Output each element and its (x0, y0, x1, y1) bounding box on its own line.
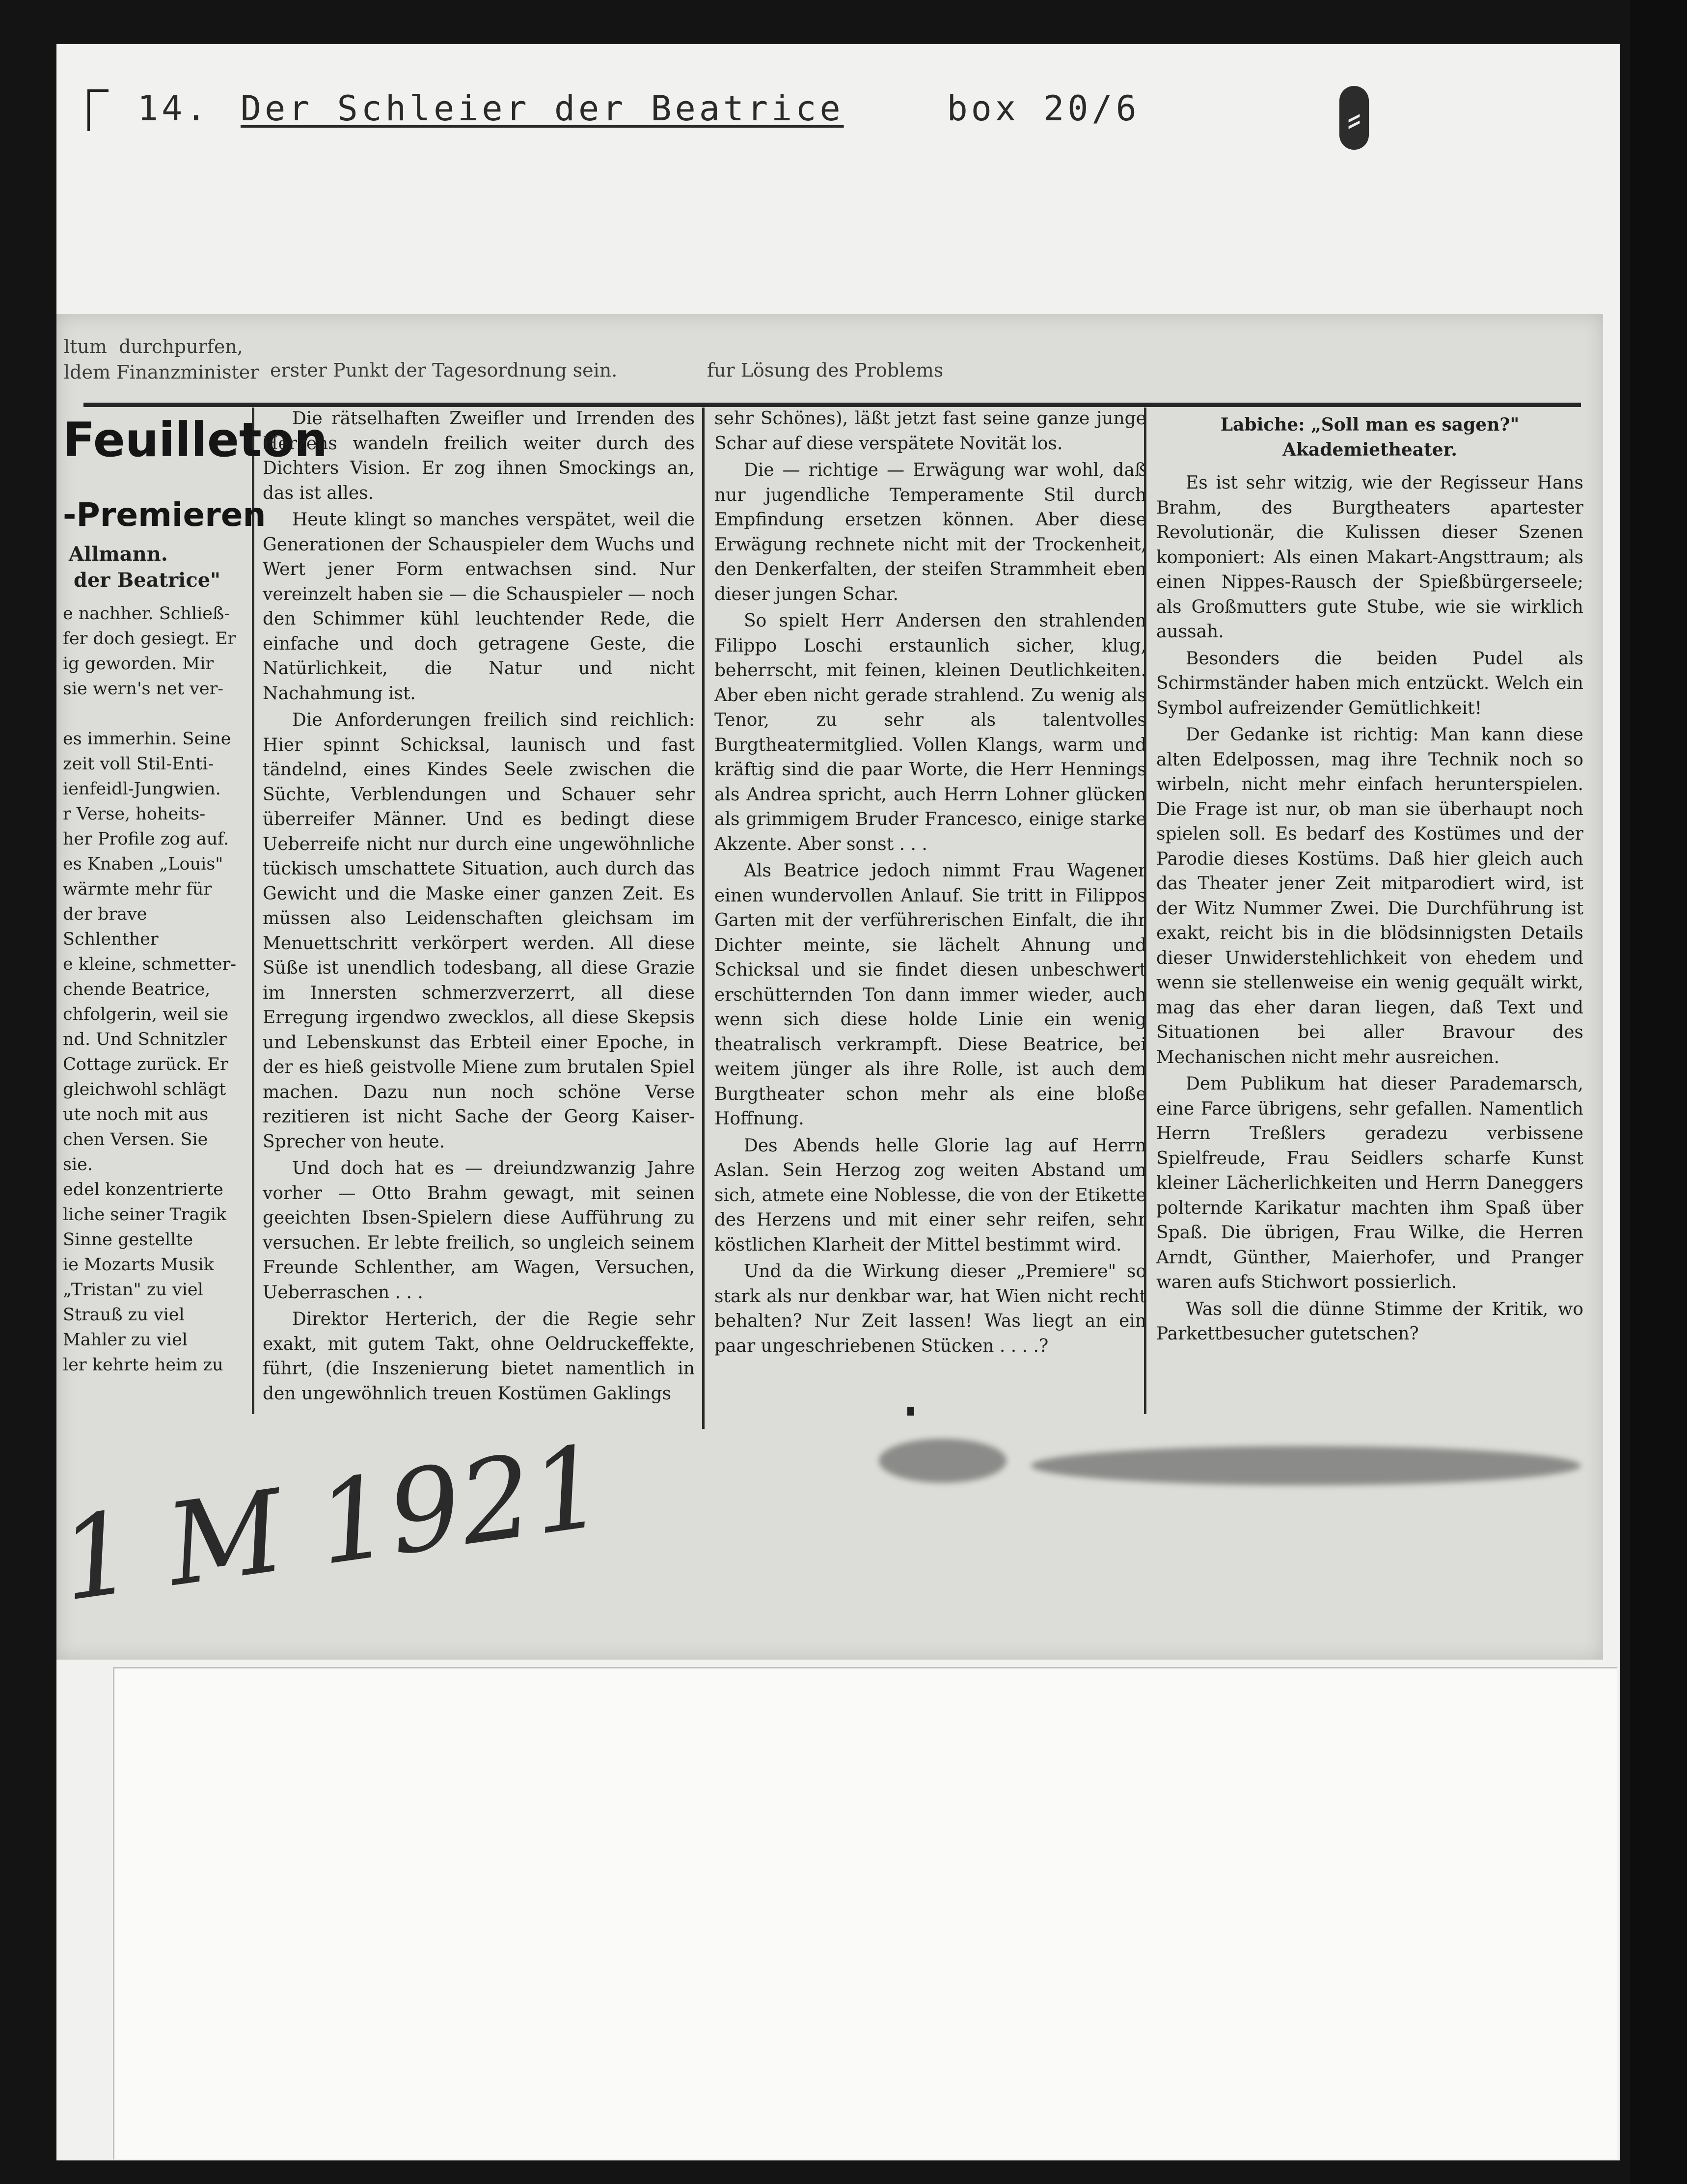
strip-middle: erster Punkt der Tagesordnung sein. (270, 359, 618, 381)
column-rule-1 (252, 408, 254, 1414)
end-mark (907, 1407, 914, 1416)
paragraph: Und da die Wirkung dieser „Premiere" so stark als nur denkbar war, hat Wien nicht recht behalten? Nur Zeit lassen! Was liegt an ein paar ungeschriebenen Stücken . . . .? (714, 1261, 1146, 1356)
review-heading: Labiche: „Soll man es sagen?" (1220, 414, 1520, 435)
article-headline: -Premieren (63, 496, 266, 534)
scanner-edge (1630, 0, 1687, 2184)
review-subheading: Akademietheater. (1282, 439, 1457, 460)
paragraph: Dem Publikum hat dieser Parademarsch, eine Farce übrigens, sehr gefallen. Namentlich Herrn Treßlers geradezu verbissene Spielfreude, Frau Seidlers scharfe Kunst kleiner Lächerlichkeiten und Herrn Daneggers polternde Karikatur machten ihm Spaß über Spaß. Die übrigen, Frau Wilke, die Herren Arndt, Günther, Maierhofer, und Pranger waren aufs Stichwort possierlich. (1156, 1074, 1583, 1292)
ink-smudge (1031, 1446, 1581, 1485)
column-1-text: e nachher. Schließ- fer doch gesiegt. Er ig geworden. Mir sie wern's net ver- es immerhin. Seine zeit voll Stil-Enti- ienfeidl-Jungwien. r Verse, hoheits- her Profile zog auf. es Knaben „Louis" wärmte mehr für der brave Schlenther e kleine, schmetter- chende Beatrice, chfolgerin, weil sie nd. Und Schnitzler Cottage zurück. Er gleichwohl schlägt ute noch mit aus chen Versen. Sie sie. edel konzentrierte liche seiner Tragik Sinne gestellte ie Mozarts Musik „Tristan" zu viel Strauß zu viel Mahler zu viel ler kehrte heim zu (63, 604, 237, 1375)
header-number: 14. (137, 88, 210, 129)
paragraph: Die rätselhaften Zweifler und Irrenden des Herzens wandeln freilich weiter durch des Dichters Vision. Er zog ihnen Smockings an, das ist alles. (263, 409, 695, 503)
paragraph: Die — richtige — Erwägung war wohl, daß nur jugendliche Temperamente Stil durch Empfindung ersetzen können. Aber diese Erwägung rechnete nicht mit der Trockenheit, den Denkerfalten, der steifen Strammheit eben dieser jungen Schar. (714, 460, 1146, 604)
paragraph: Besonders die beiden Pudel als Schirmständer haben mich entzückt. Welch ein Symbol aufreizender Gemütlichkeit! (1156, 648, 1583, 718)
paragraph: sehr Schönes), läßt jetzt fast seine ganze junge Schar auf diese verspätete Novität los. (714, 409, 1146, 454)
backing-paper (113, 1667, 1617, 2159)
corner-mark (87, 89, 109, 131)
header-title: Der Schleier der Beatrice (241, 88, 844, 129)
section-title: Feuilleton (63, 412, 328, 467)
paragraph: Heute klingt so manches verspätet, weil die Generationen der Schauspieler dem Wuchs und Wert jener Form entwachsen sind. Nur vereinzelt haben sie — die Schauspieler — noch den Schimmer kühl leuchtender Rede, die einfache und doch getragene Geste, die Natürlichkeit, die Natur und nicht Nachahmung ist. (263, 510, 695, 704)
paragraph: Direktor Herterich, der die Regie sehr exakt, mit gutem Takt, ohne Oeldruckeffekte, führt, (die Inszenierung bietet namentlich in den ungewöhnlich treuen Kostümen Gaklings (263, 1309, 695, 1404)
paragraph: Des Abends helle Glorie lag auf Herrn Aslan. Sein Herzog zog weiten Abstand um sich, atmete eine Noblesse, die von der Etikette des Herzens und mit einer sehr reifen, sehr köstlichen Klarheit der Mittel bestimmt wird. (714, 1135, 1146, 1255)
strip-right: fur Lösung des Problems (707, 359, 944, 381)
column-rule-2 (702, 408, 705, 1429)
handwritten-date: 1 M 1921 (52, 1420, 612, 1627)
column-2 (263, 407, 695, 1406)
paragraph: Als Beatrice jedoch nimmt Frau Wagener einen wundervollen Anlauf. Sie tritt in Filippos Garten mit der verführerischen Einfalt, die ihr Dichter meinte, sie lächelt Ahnung und Schicksal und sie findet diesen unbeschwert erschütternden Ton dann immer wieder, auch wenn sich diese holde Linie ein wenig theatralisch verkrampft. Diese Beatrice, bei weitem jünger als ihre Rolle, ist auch dem Burgtheater schon mehr als eine bloße Hoffnung. (714, 861, 1146, 1129)
paragraph: So spielt Herr Andersen den strahlenden Filippo Loschi erstaunlich sicher, klug, beherrscht, mit feinen, kleinen Deutlichkeiten. Aber eben nicht gerade strahlend. Zu wenig als Tenor, zu sehr als talentvolles Burgtheatermitglied. Vollen Klangs, warm und kräftig sind die paar Worte, die Herr Hennings als Andrea spricht, auch Herrn Lohner glücken als grimmigem Bruder Francesco, einige starke Akzente. Aber sonst . . . (714, 611, 1146, 854)
ink-smudge (879, 1439, 1007, 1483)
paragraph: Und doch hat es — dreiundzwanzig Jahre vorher — Otto Brahm gewagt, mit seinen geeichten Ibsen-Spielern diese Aufführung zu versuchen. Er lebte freilich, so ungleich seinem Freunde Schlenther, am Wagen, Versuchen, Ueberraschen . . . (263, 1158, 695, 1303)
article-subtitle: der Beatrice" (74, 569, 220, 592)
archive-header (137, 88, 1140, 129)
header-box: box 20/6 (947, 88, 1140, 129)
article-author: Allmann. (69, 543, 168, 566)
column-3 (714, 407, 1146, 1359)
column-4 (1156, 412, 1583, 1347)
paragraph: Die Anforderungen freilich sind reichlich: Hier spinnt Schicksal, launisch und fast tändelnd, eines Kindes Seele zwischen die Süchte, Verblendungen und Schauer sehr überreifer Männer. Und es bedingt diese Ueberreife nicht nur durch eine ungewöhnliche tückisch umschattete Situation, auch durch das Gewicht und die Maske einer ganzen Zeit. Es müssen also Leidenschaften gleichsam im Menuettschritt verkörpert werden. All diese Süße ist unendlich todesbang, all diese Grazie im Innersten schmerzverzerrt, all diese Erregung irgendwo zwecklos, all diese Skepsis und Lebenskunst das Erbteil einer Epoche, in der es hieß geistvolle Miene zum brutalen Spiel machen. Dazu nun noch schöne Verse rezitieren ist nicht Sache der Georg Kaiser-Sprecher von heute. (263, 710, 695, 1152)
strip-left: ltum durchpurfen, ldem Finanzminister (64, 336, 259, 383)
paragraph: Was soll die dünne Stimme der Kritik, wo Parkettbesucher gutetschen? (1156, 1299, 1583, 1344)
ink-mark-icon: ⸗ (1339, 86, 1369, 150)
paragraph: Es ist sehr witzig, wie der Regisseur Hans Brahm, des Burgtheaters apartester Revolutionär, die Kulissen dieser Szenen komponiert: Als einen Makart-Angsttraum; als einen Nippes-Rausch der Spießbürgerseele; als Großmutters gute Stube, wie sie wirklich aussah. (1156, 473, 1583, 642)
paragraph: Der Gedanke ist richtig: Man kann diese alten Edelpossen, mag ihre Technik noch so wirbeln, nicht mehr einfach herunterspielen. Die Frage ist nur, ob man sie überhaupt noch spielen soll. Es bedarf des Kostümes und der Parodie dieses Kostüms. Daß hier gleich auch das Theater jener Zeit mitparodiert wird, ist der Witz Nummer Zwei. Die Durchführung ist exakt, reicht bis in die blödsinnigsten Details dieser Unwiderstehlichkeit von ehedem und wenn sie stellenweise ein wenig gequält wirkt, mag das eher daran liegen, daß Text und Situationen bei aller Bravour des Mechanischen nicht mehr ausreichen. (1156, 725, 1583, 1067)
